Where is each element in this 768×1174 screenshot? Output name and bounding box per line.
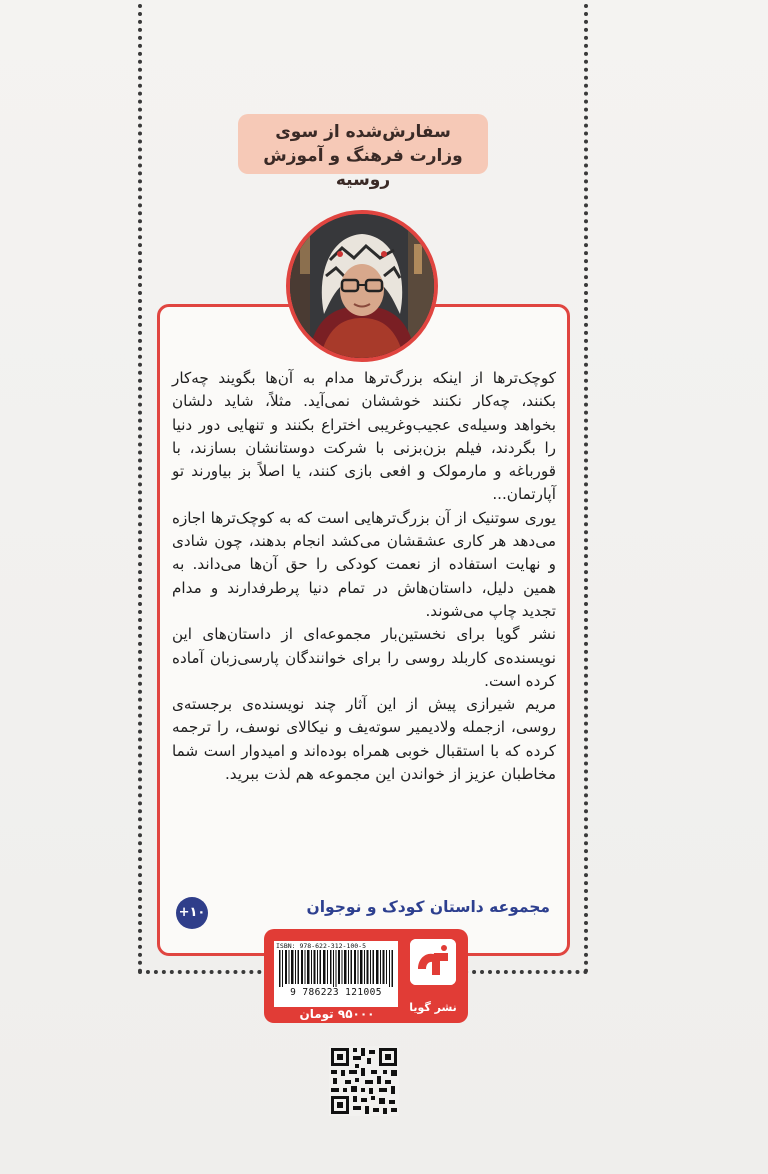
qr-code-icon xyxy=(329,1046,399,1116)
barcode-digits: 9 786223 121005 xyxy=(290,987,382,998)
blurb-text xyxy=(172,367,556,786)
isbn-label: ISBN: 978-622-312-100-5 xyxy=(276,942,367,950)
publisher-logo xyxy=(410,939,456,985)
commission-line-1: سفارش‌شده از سوی xyxy=(275,122,451,142)
barcode-card xyxy=(274,941,398,1007)
commission-line-2: وزارت فرهنگ و آموزش روسیه xyxy=(263,146,463,190)
blurb-paragraph-2: یوری سوتنیک از آن بزرگ‌ترهایی است که به کوچک‌ترها اجازه می‌دهد هر کاری عشقشان می‌کشد انجام بدهند، چون شادی و نهایت استفاده از نعمت کودکی را حق آن‌ها می‌داند. به همین دلیل، داستان‌هاش در تمام دنیا پرطرفدارند و مدام تجدید چاپ می‌شوند. xyxy=(172,508,556,620)
blurb-paragraph-4: مریم شیرازی پیش از این آثار چند نویسنده‌ی برجسته‌ی روسی، ازجمله ولادیمیر سوته‌یف و نیکالای نوسف، را ترجمه کرده که با استقبال خوبی همراه بوده‌اند و امیدوار است شما مخاطبان عزیز از خواندن این مجموعه هم لذت ببرید. xyxy=(172,695,556,784)
price-label: ۹۵۰۰۰ تومان xyxy=(299,1007,375,1021)
age-rating-badge: +۱۰ xyxy=(176,897,208,929)
publisher-logo-icon xyxy=(410,939,456,985)
series-label: مجموعه داستان کودک و نوجوان xyxy=(306,898,550,916)
barcode-icon xyxy=(277,950,395,987)
barcode-panel xyxy=(264,929,468,1023)
publisher-name: نشر گویا xyxy=(409,1001,457,1014)
blurb-paragraph-1: کوچک‌ترها از اینکه بزرگ‌ترها مدام به آن‌ها بگویند چه‌کار بکنند، چه‌کار نکنند خوششان نمی‌آید. مثلاً، شاید دلشان بخواهد وسیله‌ی عجیب‌وغریبی اختراع بکنند و تنهایی دور دنیا را بگردند، فیلم بزن‌بزنی با شرکت دوستانشان بسازند، با قورباغه و مارمولک و افعی بازی کنند، یا اصلاً بز بیاورند تو آپارتمان... xyxy=(172,369,556,504)
translator-photo xyxy=(286,210,438,362)
blurb-paragraph-3: نشر گویا برای نخستین‌بار مجموعه‌ای از داستان‌های این نویسنده‌ی کاربلد روسی را برای خوانندگان پارسی‌زبان آماده کرده است. xyxy=(172,625,556,690)
commission-badge xyxy=(238,114,488,190)
portrait-image xyxy=(290,214,434,358)
